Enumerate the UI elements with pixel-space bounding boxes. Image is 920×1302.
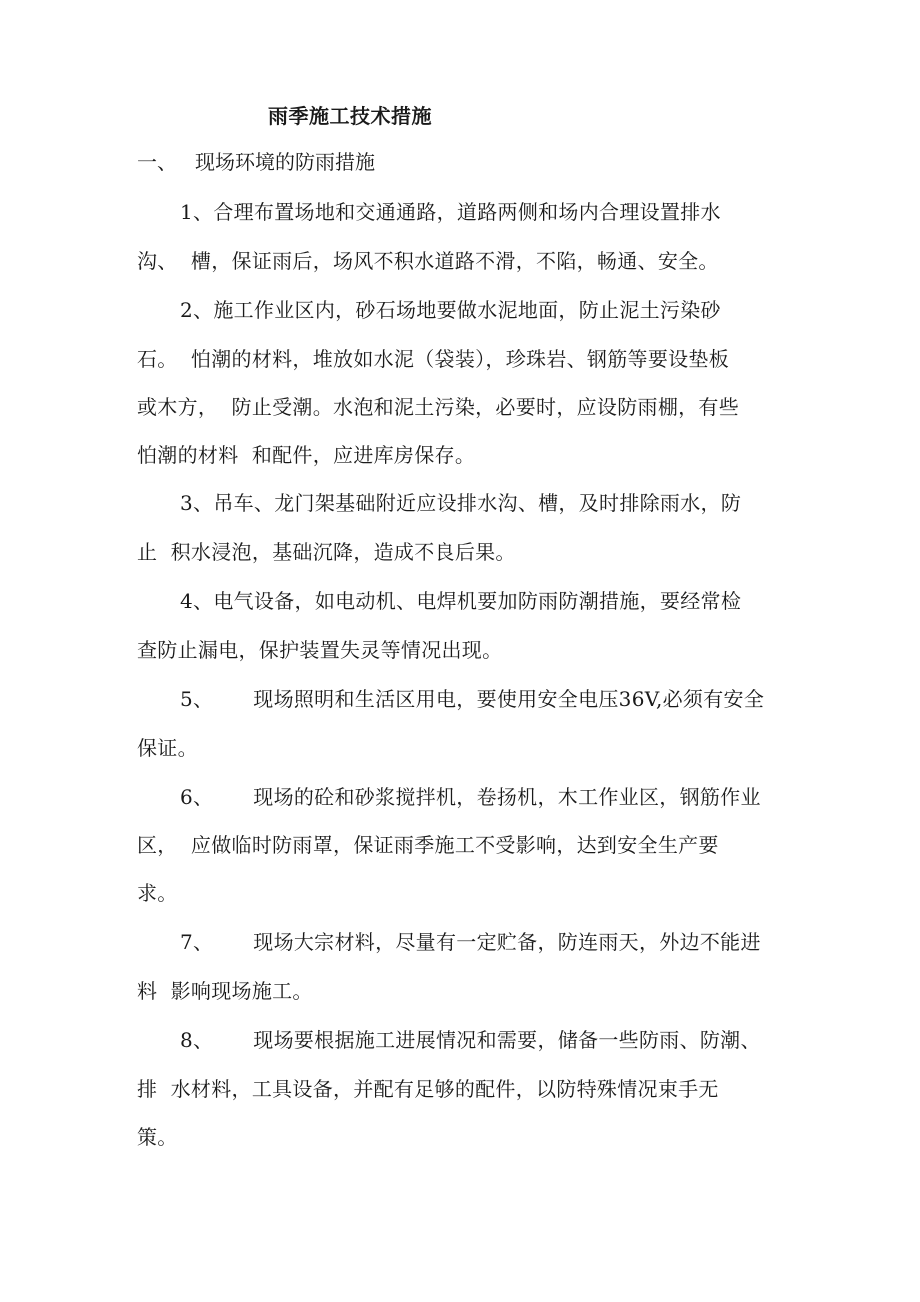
paragraph-7-line-1: 7、 现场大宗材料，尽量有一定贮备，防连雨天，外边不能进 bbox=[180, 930, 761, 954]
paragraph-2-line-2: 石。 怕潮的材料，堆放如水泥（袋装），珍珠岩、钢筋等要设垫板 bbox=[137, 347, 730, 371]
paragraph-7-line-2: 料 影响现场施工。 bbox=[137, 979, 313, 1003]
paragraph-4-line-1: 4、电气设备，如电动机、电焊机要加防雨防潮措施，要经常检 bbox=[180, 589, 742, 613]
paragraph-1-line-2: 沟、 槽，保证雨后，场风不积水道路不滑，不陷，畅通、安全。 bbox=[137, 249, 719, 273]
paragraph-3-line-1: 3、吊车、龙门架基础附近应设排水沟、槽，及时排除雨水，防 bbox=[180, 491, 742, 515]
paragraph-1-line-1: 1、合理布置场地和交通通路，道路两侧和场内合理设置排水 bbox=[180, 200, 721, 224]
document-title: 雨季施工技术措施 bbox=[268, 104, 432, 128]
paragraph-6-line-1: 6、 现场的砼和砂浆搅拌机，卷扬机，木工作业区，钢筋作业 bbox=[180, 785, 761, 809]
section-heading-text: 现场环境的防雨措施 bbox=[195, 150, 375, 174]
section-number: 一、 bbox=[137, 150, 177, 174]
paragraph-5-line-1: 5、 现场照明和生活区用电，要使用安全电压36V,必须有安全 bbox=[180, 687, 765, 711]
paragraph-2-line-4: 怕潮的材料 和配件，应进库房保存。 bbox=[137, 443, 476, 467]
paragraph-8-line-1: 8、 现场要根据施工进展情况和需要，储备一些防雨、防潮、 bbox=[180, 1028, 761, 1052]
section-heading bbox=[137, 146, 375, 178]
paragraph-5-line-2: 保证。 bbox=[137, 736, 198, 760]
paragraph-4-line-2: 查防止漏电，保护装置失灵等情况出现。 bbox=[137, 638, 503, 662]
paragraph-8-line-3: 策。 bbox=[137, 1125, 178, 1149]
paragraph-2-line-1: 2、施工作业区内，砂石场地要做水泥地面，防止泥土污染砂 bbox=[180, 298, 721, 322]
paragraph-6-line-2: 区， 应做临时防雨罩，保证雨季施工不受影响，达到安全生产要 bbox=[137, 833, 719, 857]
paragraph-3-line-2: 止 积水浸泡，基础沉降，造成不良后果。 bbox=[137, 540, 516, 564]
paragraph-8-line-2: 排 水材料，工具设备，并配有足够的配件，以防特殊情况束手无 bbox=[137, 1077, 719, 1101]
paragraph-2-line-3: 或木方， 防止受潮。水泡和泥土污染，必要时，应设防雨棚，有些 bbox=[137, 395, 740, 419]
paragraph-6-line-3: 求。 bbox=[137, 881, 178, 905]
